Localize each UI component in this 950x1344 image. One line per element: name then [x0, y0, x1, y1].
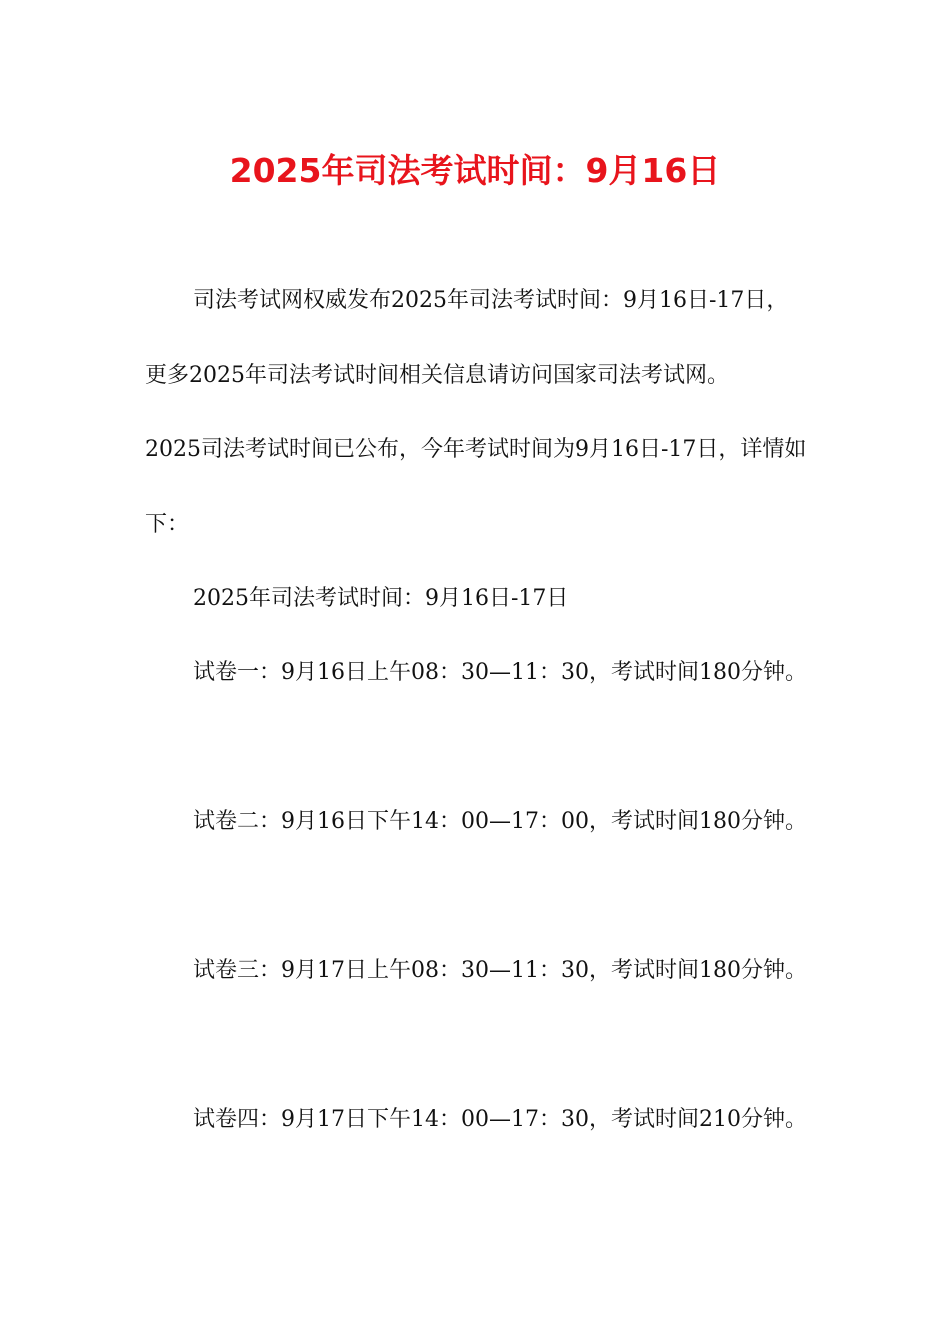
document-title: 2025年司法考试时间：9月16日: [229, 151, 721, 190]
paragraph-paper-four: 试卷四：9月17日下午14：00—17：30，考试时间210分钟。: [193, 1107, 807, 1132]
paragraph-announcement: 司法考试网权威发布2025年司法考试时间：9月16日-17日，更多2025年司法考试时间相关信息请访问国家司法考试网。: [145, 288, 789, 388]
paragraph-paper-one: 试卷一：9月16日上午08：30—11：30，考试时间180分钟。: [193, 660, 807, 685]
paragraph-exam-dates: 2025年司法考试时间：9月16日-17日: [193, 586, 569, 611]
paragraph-paper-three: 试卷三：9月17日上午08：30—11：30，考试时间180分钟。: [193, 958, 807, 983]
paragraph-intro: 2025司法考试时间已公布，今年考试时间为9月16日-17日，详情如下：: [145, 437, 807, 537]
paragraph-paper-two: 试卷二：9月16日下午14：00—17：00，考试时间180分钟。: [193, 809, 807, 834]
